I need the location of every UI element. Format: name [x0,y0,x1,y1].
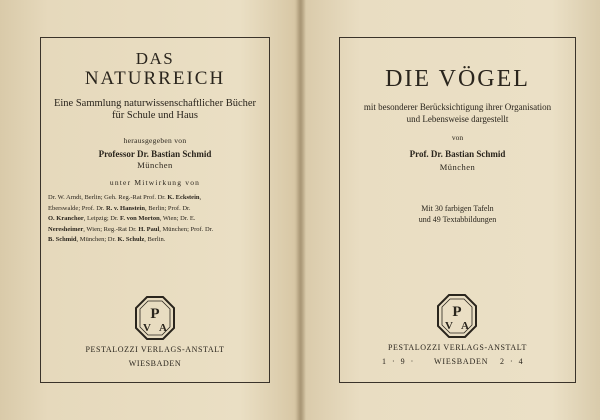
series-subtitle-line-2: für Schule und Haus [111,110,199,121]
author-city: München [439,162,476,172]
contributor-name: K. Eckstein [167,194,200,201]
contributor-text: , München; Prof. Dr. [159,225,214,233]
publisher-logo-icon [437,294,477,338]
contributors-line [48,225,262,236]
contributor-name: Neresheimer [48,225,84,233]
contributor-text: , Wien; Reg.-Rat Dr. [83,225,139,233]
left-page-frame [40,37,270,383]
imprint-city: WIESBADEN [434,357,489,366]
illustration-note-line-1: Mit 30 farbigen Tafeln [421,204,494,213]
publisher-city: WIESBADEN [128,359,182,368]
publisher-name: PESTALOZZI VERLAGS-ANSTALT [388,343,527,352]
contributor-text: , München; Dr. [76,236,118,243]
contributors-list [48,193,262,246]
book-subtitle-line-1: mit besonderer Berücksichtigung ihrer Organisation [363,102,552,112]
contributors-line [48,235,262,246]
imprint-year-part-2: 2 · 4 [500,357,525,366]
logo-letter-v: V [445,320,453,332]
contributor-text: , Leipzig; Dr. [83,215,121,222]
contributor-text: Eberswalde; Prof. Dr. [48,204,106,212]
editor-intro: herausgegeben von [123,136,187,145]
contributor-name: O. Kranchor [48,215,84,222]
author-name: Prof. Dr. Bastian Schmid [409,149,506,159]
contributor-name: K. Schulz [117,236,145,243]
logo-letter-a: A [159,322,167,334]
book-subtitle [340,101,575,125]
contributor-name: B. Schmid [48,236,77,243]
series-subtitle-line-1: Eine Sammlung naturwissenschaftlicher Bücher [53,98,257,109]
book-title: DIE VÖGEL [385,66,530,92]
contributors-line [48,214,262,225]
editor-city: München [137,160,173,170]
editor-name: Professor Dr. Bastian Schmid [98,149,212,159]
contributor-name: F. von Morton [120,215,160,222]
contributor-name: R. v. Hanstein [105,204,145,212]
series-title-naturreich: NATURREICH [84,68,226,89]
series-subtitle [41,98,269,122]
book-subtitle-line-2: und Lebensweise dargestellt [406,114,509,124]
collaboration-intro: unter Mitwirkung von [109,178,201,187]
contributor-text: , Berlin; Prof. Dr. [144,204,191,212]
contributor-text: Dr. W. Arndt, Berlin; Geh. Reg.-Rat Prof. Dr. [48,194,168,201]
logo-letter-a: A [461,320,469,332]
logo-letter-p: P [150,306,160,322]
publisher-name: PESTALOZZI VERLAGS-ANSTALT [85,345,225,354]
logo-letter-v: V [143,322,151,334]
contributor-text: , Wien; Dr. E. [159,215,196,222]
right-page-frame [339,37,576,383]
illustration-note [340,204,575,225]
contributor-text: , Berlin. [144,236,166,243]
series-title-das: DAS [135,49,175,68]
contributors-line [48,193,262,204]
contributor-text: , [199,194,202,201]
publisher-logo-icon [135,296,175,340]
imprint-year-part-1: 1 · 9 · [382,357,416,366]
book-gutter [296,0,306,420]
illustration-note-line-2: und 49 Textabbildungen [418,214,497,224]
logo-letter-p: P [452,304,462,320]
contributor-name: H. Paul [138,225,160,233]
contributors-line [48,204,262,215]
by-label: von [451,133,464,142]
